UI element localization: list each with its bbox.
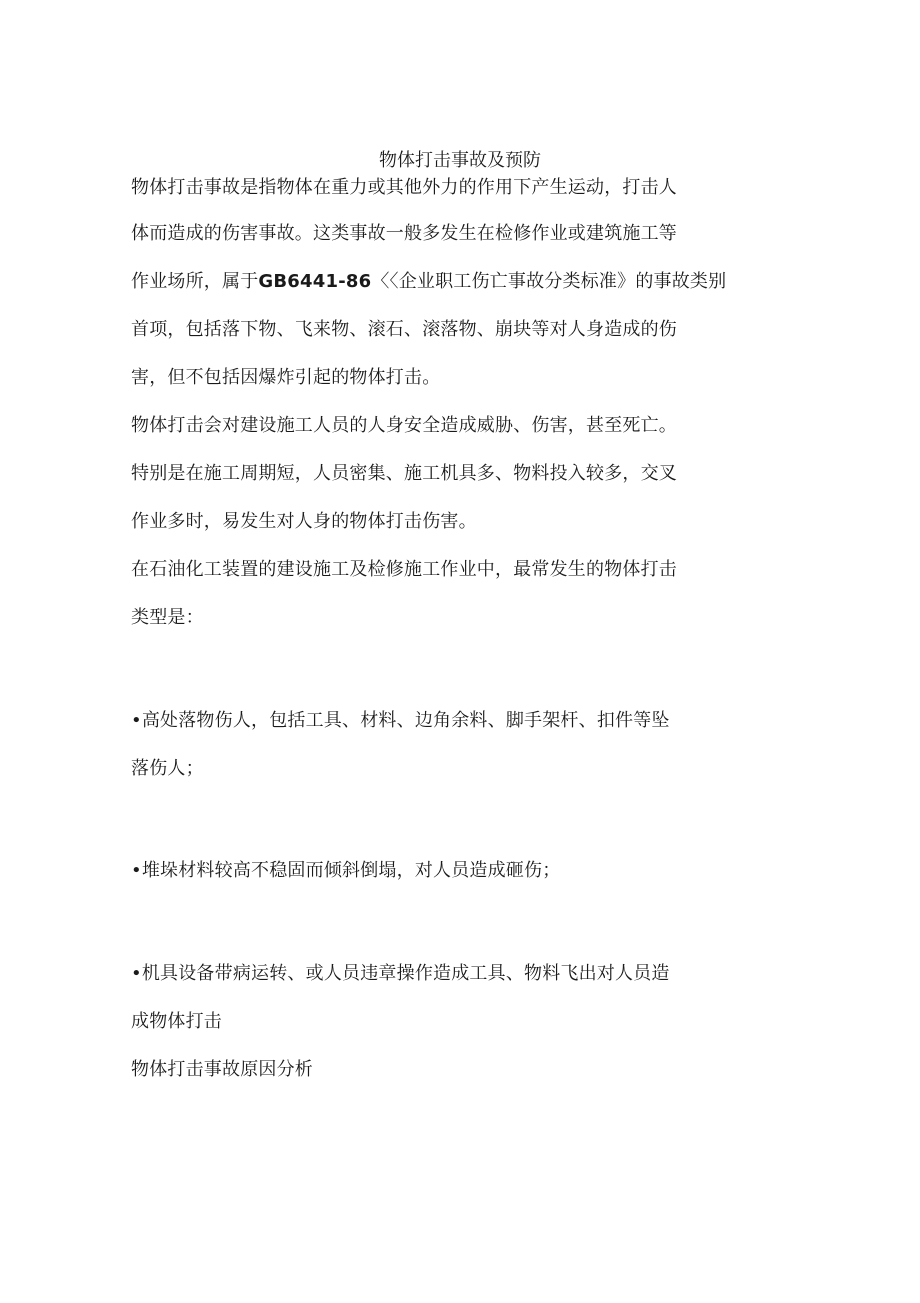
para1-line4: 首项，包括落下物、飞来物、滚石、滚落物、崩块等对人身造成的伤 (131, 319, 677, 340)
bullet-2-line1: •堆垛材料较高不稳固而倾斜倒塌，对人员造成砸伤； (131, 860, 561, 881)
para1-line3-pre: 作业场所，属于 (131, 271, 259, 292)
para2-line2: 特别是在施工周期短，人员密集、施工机具多、物料投入较多，交叉 (131, 463, 677, 484)
para1-line3-post: 〈〈企业职工伤亡事故分类标准》的事故类别 (371, 271, 727, 292)
para2-line1: 物体打击会对建设施工人员的人身安全造成威胁、伤害，甚至死亡。 (131, 415, 677, 436)
para1-line2: 体而造成的伤害事故。这类事故一般多发生在检修作业或建筑施工等 (131, 223, 677, 244)
standard-code: GB6441-86 (258, 271, 372, 292)
para1-line3 (131, 270, 726, 294)
section-heading: 物体打击事故原因分析 (131, 1059, 313, 1080)
bullet-3-line2: 成物体打击 (131, 1011, 222, 1032)
para1-line1: 物体打击事故是指物体在重力或其他外力的作用下产生运动，打击人 (131, 177, 677, 198)
bullet-1-line1: •高处落物伤人，包括工具、材料、边角余料、脚手架杆、扣件等坠 (131, 710, 670, 731)
para3-line2: 类型是： (131, 607, 204, 628)
para1-line5: 害，但不包括因爆炸引起的物体打击。 (131, 367, 441, 388)
para2-line3: 作业多时，易发生对人身的物体打击伤害。 (131, 511, 477, 532)
para3-line1: 在石油化工装置的建设施工及检修施工作业中，最常发生的物体打击 (131, 559, 677, 580)
document-title: 物体打击事故及预防 (379, 150, 541, 171)
bullet-3-line1: •机具设备带病运转、或人员违章操作造成工具、物料飞出对人员造 (131, 963, 670, 984)
bullet-1-line2: 落伤人； (131, 758, 204, 779)
